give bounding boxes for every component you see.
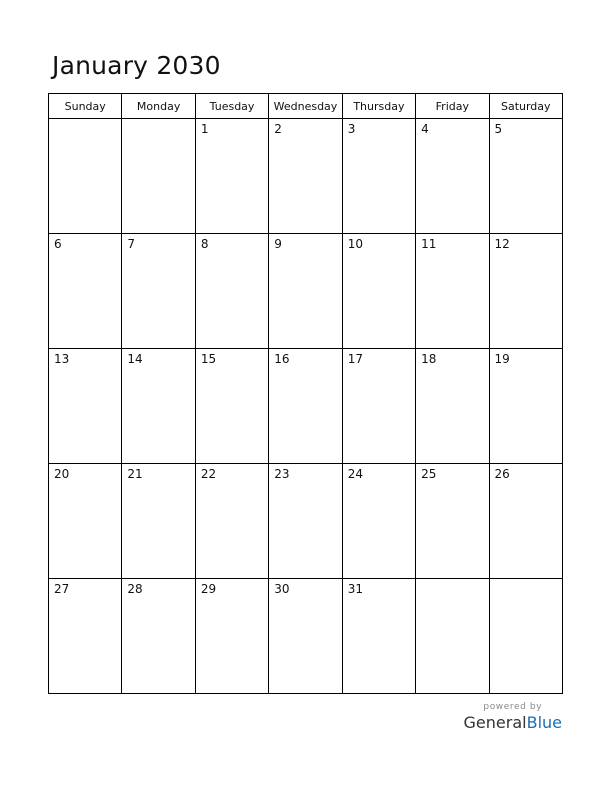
week-row [49, 349, 563, 464]
day-number: 17 [347, 352, 363, 366]
day-cell [49, 234, 122, 349]
day-number: 3 [347, 122, 356, 136]
day-cell [49, 579, 122, 694]
day-cell [195, 579, 268, 694]
day-number [49, 119, 121, 122]
day-cell [269, 234, 342, 349]
day-cell [49, 349, 122, 464]
day-number: 8 [200, 237, 209, 251]
day-number: 11 [421, 237, 437, 251]
day-number: 1 [200, 122, 209, 136]
week-row [49, 579, 563, 694]
day-cell [122, 234, 195, 349]
brand-footer[interactable] [464, 702, 562, 733]
day-cell [122, 464, 195, 579]
day-cell [195, 119, 268, 234]
day-cell [122, 579, 195, 694]
day-number: 7 [127, 237, 136, 251]
day-number: 20 [54, 467, 70, 481]
calendar-grid [48, 93, 563, 694]
day-number: 15 [200, 352, 217, 366]
day-number: 9 [274, 237, 282, 251]
day-cell [269, 464, 342, 579]
day-number: 4 [421, 122, 429, 136]
page-title: January 2030 [52, 51, 221, 80]
weekday-header: Tuesday [195, 94, 268, 119]
day-cell [342, 464, 415, 579]
week-row [49, 119, 563, 234]
day-cell [342, 119, 415, 234]
day-number: 12 [494, 237, 510, 251]
weekday-header: Saturday [489, 94, 562, 119]
day-number: 6 [54, 237, 62, 251]
day-number: 25 [421, 467, 437, 481]
day-cell [195, 464, 268, 579]
day-cell [489, 119, 562, 234]
day-cell [269, 579, 342, 694]
day-number: 30 [274, 582, 290, 596]
day-number [416, 579, 488, 582]
day-number: 14 [127, 352, 143, 366]
day-number: 27 [54, 582, 70, 596]
day-number: 23 [274, 467, 290, 481]
day-cell [416, 234, 489, 349]
weekday-header: Friday [416, 94, 489, 119]
day-number: 26 [494, 467, 510, 481]
brand-logo [464, 713, 562, 732]
day-cell [489, 349, 562, 464]
weekday-header: Wednesday [269, 94, 342, 119]
weekday-header: Sunday [49, 94, 122, 119]
day-cell [342, 579, 415, 694]
day-cell [49, 119, 122, 234]
day-number: 31 [347, 582, 363, 596]
day-cell [342, 349, 415, 464]
day-number: 29 [200, 582, 217, 596]
day-number: 19 [494, 352, 510, 366]
day-number: 13 [54, 352, 70, 366]
week-row [49, 464, 563, 579]
day-cell [195, 349, 268, 464]
day-cell [269, 349, 342, 464]
day-cell [416, 119, 489, 234]
weekday-header: Thursday [342, 94, 415, 119]
day-cell [489, 579, 562, 694]
day-cell [416, 349, 489, 464]
day-number [122, 119, 194, 122]
day-number: 5 [494, 122, 503, 136]
day-cell [269, 119, 342, 234]
day-cell [342, 234, 415, 349]
weekday-header: Monday [122, 94, 195, 119]
day-cell [416, 464, 489, 579]
day-number: 16 [274, 352, 290, 366]
day-number: 22 [200, 467, 217, 481]
day-cell [122, 349, 195, 464]
brand-logo-general: General [463, 713, 527, 732]
day-cell [49, 464, 122, 579]
day-cell [489, 234, 562, 349]
day-cell [195, 234, 268, 349]
day-number: 10 [347, 237, 363, 251]
day-cell [489, 464, 562, 579]
day-number [490, 579, 562, 582]
powered-by-label: powered by [483, 702, 543, 712]
brand-logo-blue: Blue [526, 713, 562, 732]
day-number: 28 [127, 582, 143, 596]
weekday-header-row [49, 94, 563, 119]
day-cell [122, 119, 195, 234]
day-cell [416, 579, 489, 694]
day-number: 18 [421, 352, 437, 366]
day-number: 24 [347, 467, 363, 481]
day-number: 21 [127, 467, 143, 481]
week-row [49, 234, 563, 349]
day-number: 2 [274, 122, 282, 136]
